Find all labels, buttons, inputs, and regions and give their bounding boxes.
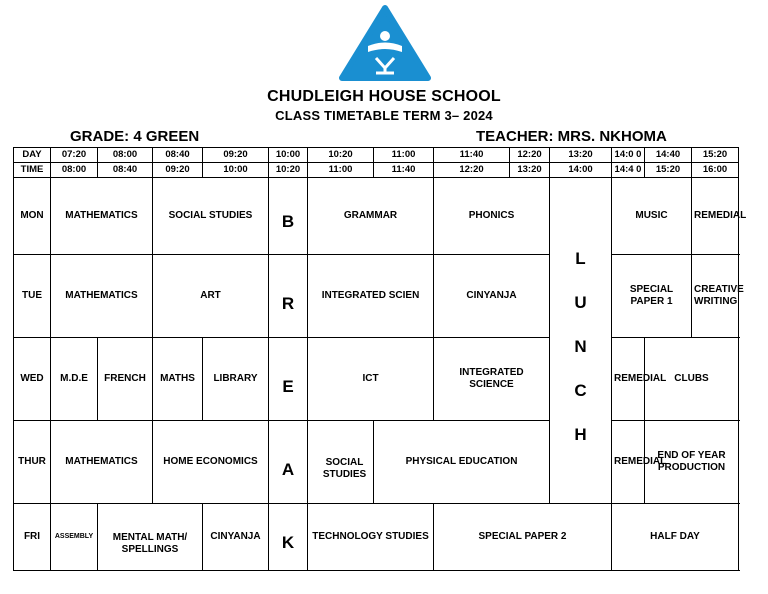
lunch-letter: H bbox=[574, 424, 587, 444]
end-time: 11:40 bbox=[374, 163, 434, 178]
lesson-cell: REMEDIAL bbox=[612, 421, 645, 504]
lesson-cell: END OF YEAR PRODUCTION bbox=[645, 421, 739, 504]
start-time: 11:40 bbox=[434, 148, 510, 163]
grade-label: GRADE: 4 GREEN bbox=[70, 128, 200, 145]
lesson-cell: PHYSICAL EDUCATION bbox=[374, 421, 550, 504]
timetable-subtitle: CLASS TIMETABLE TERM 3– 2024 bbox=[275, 108, 493, 123]
start-time: 07:20 bbox=[51, 148, 98, 163]
start-time: 08:40 bbox=[153, 148, 203, 163]
lesson-cell: ICT bbox=[308, 338, 434, 421]
day-label: MON bbox=[14, 178, 51, 255]
break-letter: A bbox=[269, 421, 308, 504]
break-letter: B bbox=[269, 178, 308, 255]
start-time: 14:40 bbox=[645, 148, 692, 163]
school-logo bbox=[340, 6, 430, 80]
lesson-cell: M.D.E bbox=[51, 338, 98, 421]
header-row-end-times bbox=[14, 163, 739, 178]
lesson-cell: CINYANJA bbox=[203, 504, 269, 571]
lunch-letter: L bbox=[575, 248, 586, 268]
lesson-cell: SOCIAL STUDIES bbox=[153, 178, 269, 255]
teacher-label: TEACHER: MRS. NKHOMA bbox=[476, 128, 667, 145]
day-label: TUE bbox=[14, 255, 51, 338]
timetable bbox=[13, 147, 747, 571]
time-header: TIME bbox=[14, 163, 51, 178]
end-time: 15:20 bbox=[645, 163, 692, 178]
lesson-cell: MENTAL MATH/ SPELLINGS bbox=[98, 504, 203, 571]
lesson-cell: INTEGRATED SCIENCE bbox=[434, 338, 550, 421]
lesson-cell: MATHEMATICS bbox=[51, 255, 153, 338]
start-time: 14:0 0 bbox=[612, 148, 645, 163]
lesson-cell: CINYANJA bbox=[434, 255, 550, 338]
end-time: 10:20 bbox=[269, 163, 308, 178]
lesson-cell: MATHEMATICS bbox=[51, 178, 153, 255]
day-label: THUR bbox=[14, 421, 51, 504]
end-time: 14:00 bbox=[550, 163, 612, 178]
row-monday bbox=[14, 178, 739, 255]
lesson-cell: HALF DAY bbox=[612, 504, 739, 571]
lesson-cell: REMEDIAL bbox=[612, 338, 645, 421]
lesson-cell: INTEGRATED SCIEN bbox=[308, 255, 434, 338]
day-label: WED bbox=[14, 338, 51, 421]
start-time: 08:00 bbox=[98, 148, 153, 163]
end-time: 12:20 bbox=[434, 163, 510, 178]
break-letter: E bbox=[269, 338, 308, 421]
lesson-cell: SOCIAL STUDIES bbox=[308, 421, 374, 504]
lesson-cell: GRAMMAR bbox=[308, 178, 434, 255]
start-time: 12:20 bbox=[510, 148, 550, 163]
end-time: 11:00 bbox=[308, 163, 374, 178]
lesson-cell: ASSEMBLY bbox=[51, 504, 98, 571]
day-label: FRI bbox=[14, 504, 51, 571]
lunch-letter: U bbox=[574, 292, 587, 312]
day-header: DAY bbox=[14, 148, 51, 163]
lunch-letter: N bbox=[574, 336, 587, 356]
lesson-cell: SPECIAL PAPER 1 bbox=[612, 255, 692, 338]
break-letter: R bbox=[269, 255, 308, 338]
header-row-start-times bbox=[14, 148, 739, 163]
lesson-cell: MATHEMATICS bbox=[51, 421, 153, 504]
lesson-cell: MUSIC bbox=[612, 178, 692, 255]
start-time: 10:00 bbox=[269, 148, 308, 163]
row-friday bbox=[14, 504, 739, 571]
lesson-cell: TECHNOLOGY STUDIES bbox=[308, 504, 434, 571]
lesson-cell: CLUBS bbox=[645, 338, 739, 421]
lunch-column bbox=[550, 178, 612, 504]
end-time: 09:20 bbox=[153, 163, 203, 178]
school-name: CHUDLEIGH HOUSE SCHOOL bbox=[267, 88, 501, 105]
end-time: 08:40 bbox=[98, 163, 153, 178]
start-time: 10:20 bbox=[308, 148, 374, 163]
end-time: 14:4 0 bbox=[612, 163, 645, 178]
lesson-cell: SPECIAL PAPER 2 bbox=[434, 504, 612, 571]
lunch-letter: C bbox=[574, 380, 587, 400]
lesson-cell: CREATIVE WRITING bbox=[692, 255, 739, 338]
start-time: 09:20 bbox=[203, 148, 269, 163]
row-thursday bbox=[14, 421, 739, 504]
lesson-cell: MATHS bbox=[153, 338, 203, 421]
lesson-cell: LIBRARY bbox=[203, 338, 269, 421]
start-time: 11:00 bbox=[374, 148, 434, 163]
lesson-cell: PHONICS bbox=[434, 178, 550, 255]
lesson-cell: HOME ECONOMICS bbox=[153, 421, 269, 504]
row-wednesday bbox=[14, 338, 739, 421]
start-time: 15:20 bbox=[692, 148, 739, 163]
end-time: 13:20 bbox=[510, 163, 550, 178]
end-time: 16:00 bbox=[692, 163, 739, 178]
lesson-cell: ART bbox=[153, 255, 269, 338]
lesson-cell: REMEDIAL bbox=[692, 178, 739, 255]
start-time: 13:20 bbox=[550, 148, 612, 163]
lesson-cell: FRENCH bbox=[98, 338, 153, 421]
end-time: 08:00 bbox=[51, 163, 98, 178]
break-letter: K bbox=[269, 504, 308, 571]
end-time: 10:00 bbox=[203, 163, 269, 178]
row-tuesday bbox=[14, 255, 739, 338]
